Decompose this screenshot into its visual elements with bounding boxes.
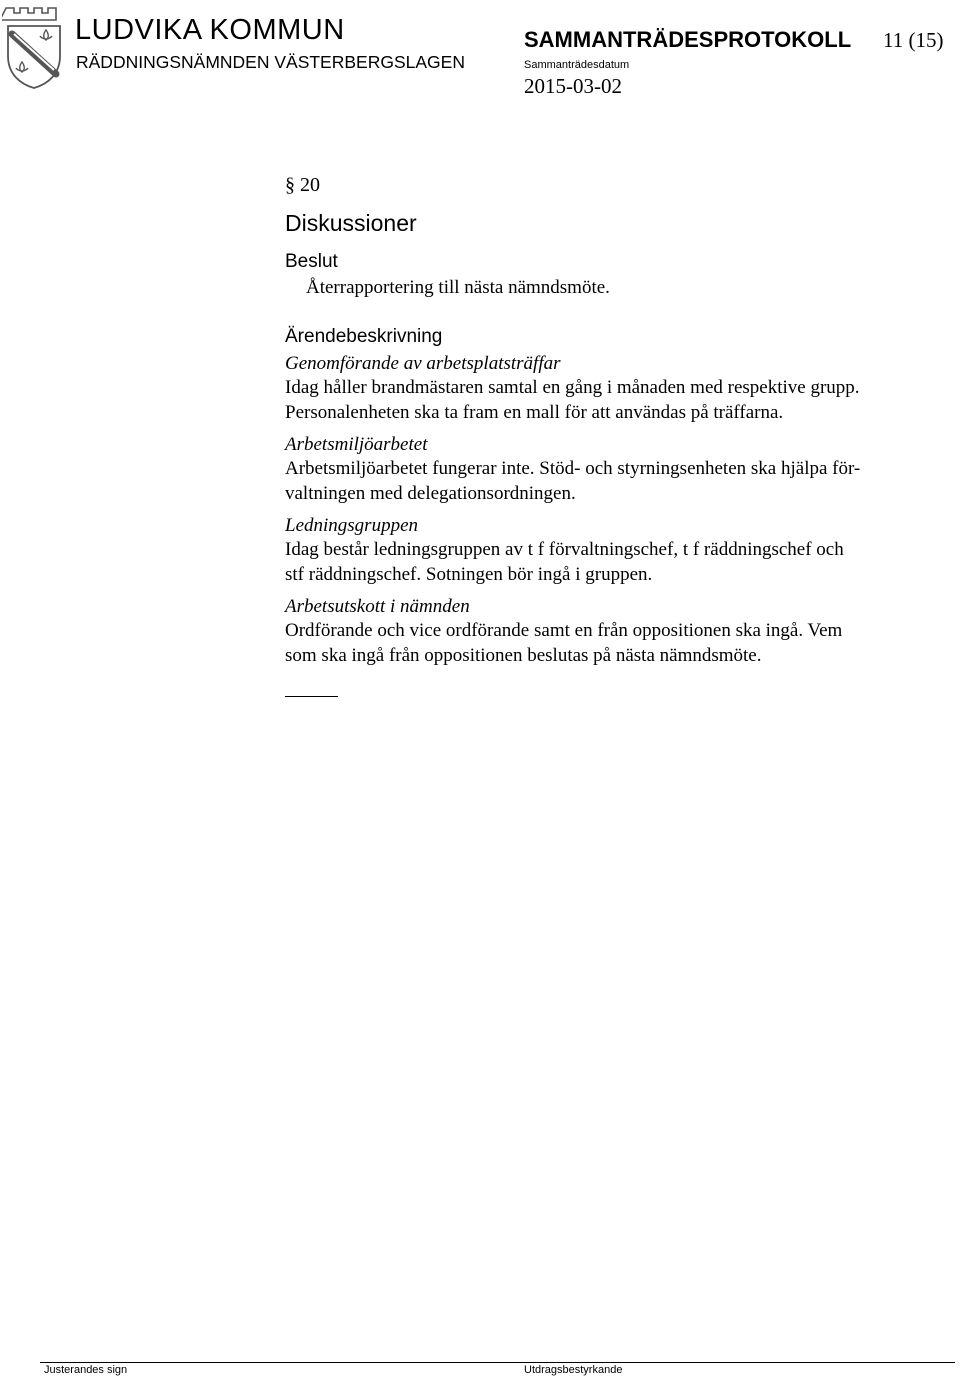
- block-line: Ordförande och vice ordförande samt en från oppositionen ska ingå. Vem: [285, 620, 843, 641]
- arende-block: [285, 352, 945, 425]
- footer-signature-label: Justerandes sign: [44, 1364, 128, 1376]
- section-end-rule: [285, 696, 338, 697]
- block-line: som ska ingå från oppositionen beslutas på nästa nämndsmöte.: [285, 644, 762, 666]
- meeting-date: 2015-03-02: [524, 74, 622, 98]
- block-line: Personalenheten ska ta fram en mall för att användas på träffarna.: [285, 401, 784, 423]
- paragraph-number: § 20: [285, 174, 320, 196]
- beslut-heading: Beslut: [285, 251, 338, 272]
- page-number: 11 (15): [883, 28, 944, 52]
- block-line: Idag består ledningsgruppen av t f förvaltningschef, t f räddningschef och: [285, 539, 844, 560]
- block-line: Idag håller brandmästaren samtal en gång i månaden med respektive grupp.: [285, 377, 860, 398]
- block-line: valtningen med delegationsordningen.: [285, 482, 576, 504]
- arende-block: [285, 595, 945, 668]
- arende-heading: Ärendebeskrivning: [285, 326, 443, 347]
- block-line: stf räddningschef. Sotningen bör ingå i gruppen.: [285, 563, 653, 585]
- beslut-text: Återrapportering till nästa nämndsmöte.: [306, 277, 610, 298]
- footer-certification-label: Utdragsbestyrkande: [524, 1364, 623, 1376]
- coat-of-arms-icon: [2, 4, 66, 90]
- block-subheading: Genomförande av arbetsplatsträffar: [285, 353, 561, 374]
- footer-divider: [40, 1362, 955, 1363]
- block-subheading: Ledningsgruppen: [285, 515, 418, 536]
- document-type: SAMMANTRÄDESPROTOKOLL: [524, 27, 852, 52]
- block-subheading: Arbetsmiljöarbetet: [285, 434, 428, 455]
- arende-block: [285, 514, 945, 587]
- date-label: Sammanträdesdatum: [524, 59, 630, 71]
- section-title: Diskussioner: [285, 210, 417, 236]
- block-line: Arbetsmiljöarbetet fungerar inte. Stöd- och styrningsenheten ska hjälpa för-: [285, 458, 861, 479]
- organization-name: LUDVIKA KOMMUN: [75, 14, 345, 46]
- block-subheading: Arbetsutskott i nämnden: [285, 596, 470, 617]
- organization-subtitle: RÄDDNINGSNÄMNDEN VÄSTERBERGSLAGEN: [76, 52, 465, 72]
- arende-block: [285, 433, 945, 506]
- protocol-section: [285, 170, 945, 697]
